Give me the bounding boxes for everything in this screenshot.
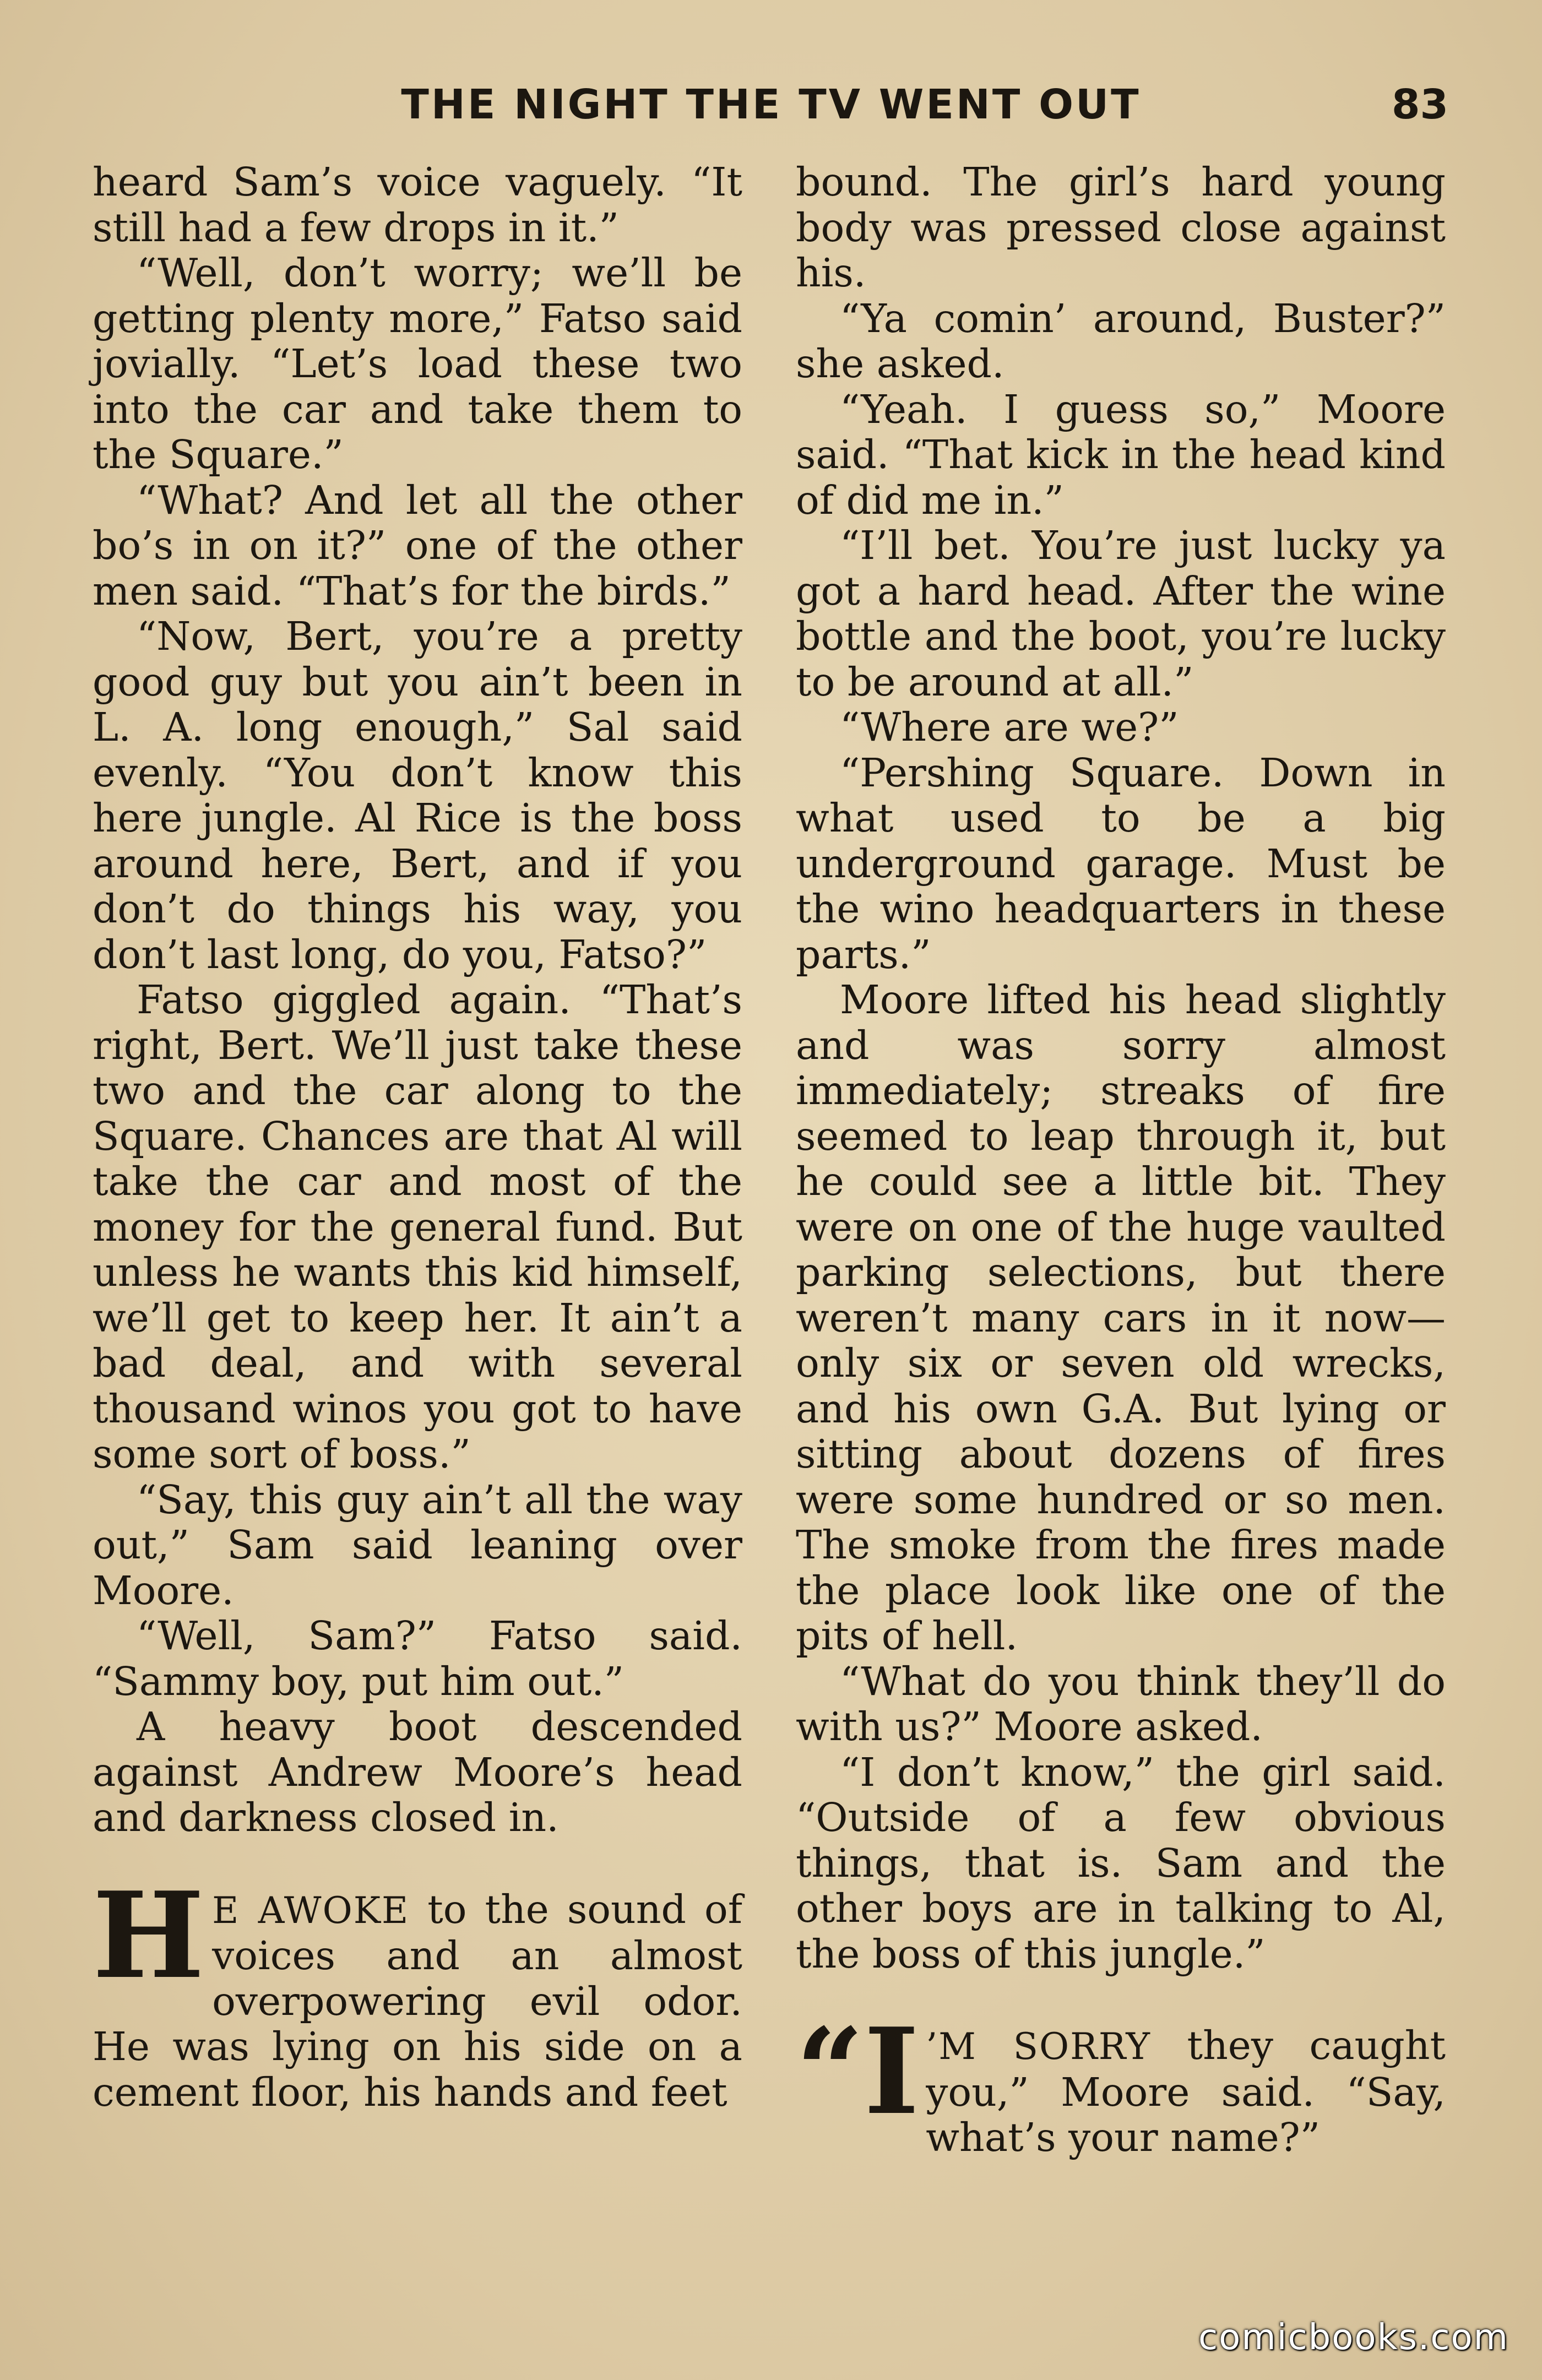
page-number: 83 <box>1392 81 1448 128</box>
paragraph: “Now, Bert, you’re a pretty good guy but you ain’t been in L. A. long enough,” Sal said evenly. “You don’t know this here jungle. Al Rice is the boss around here, Bert, and if you don’t do things his way, you don’t last long, do you, Fatso?” <box>93 613 742 977</box>
paragraph: A heavy boot descended against Andrew Moore’s head and darkness closed in. <box>93 1704 742 1840</box>
section-opening-text: they caught you,” Moore said. “Say, what’s your name?” <box>926 2023 1446 2160</box>
paragraph: bound. The girl’s hard young body was pressed close against his. <box>796 159 1446 296</box>
paragraph: “Well, don’t worry; we’ll be getting plenty more,” Fatso said jovially. “Let’s load these two into the car and take them to the Square.” <box>93 250 742 477</box>
section-opening-paragraph <box>796 2002 1446 2161</box>
running-title: THE NIGHT THE TV WENT OUT <box>401 81 1141 128</box>
paragraph: Fatso giggled again. “That’s right, Bert. We’ll just take these two and the car along to the Square. Chances are that Al will take the car and most of the money for the general fund. But unless he wants this kid himself, we’ll get to keep her. It ain’t a bad deal, and with several thousand winos you got to have some sort of boss.” <box>93 977 742 1477</box>
section-lead-in: ’M SORRY <box>926 2025 1152 2068</box>
section-opening-text: to the sound of voices and an almost overpowering evil odor. He was lying on his side on a cement floor, his hands and feet <box>93 1886 742 2115</box>
drop-cap: H <box>93 1865 205 2005</box>
paragraph: “Say, this guy ain’t all the way out,” Sam said leaning over Moore. <box>93 1476 742 1613</box>
section-lead-in: E AWOKE <box>212 1889 410 1932</box>
paragraph: “Ya comin’ around, Buster?” she asked. <box>796 295 1446 387</box>
paragraph: “Well, Sam?” Fatso said. “Sammy boy, put him out.” <box>93 1613 742 1704</box>
section-opening-paragraph <box>93 1865 742 2116</box>
page-header <box>94 77 1448 143</box>
paragraph: “I’ll bet. You’re just lucky ya got a hard head. After the wine bottle and the boot, you’re lucky to be around at all.” <box>796 523 1446 705</box>
paragraph: “What? And let all the other bo’s in on it?” one of the other men said. “That’s for the birds.” <box>93 477 742 614</box>
paragraph: “Yeah. I guess so,” Moore said. “That kick in the head kind of did me in.” <box>796 386 1446 523</box>
text-column-right <box>796 160 1446 2161</box>
paragraph: “What do you think they’ll do with us?” Moore asked. <box>796 1658 1446 1749</box>
paragraph: heard Sam’s voice vaguely. “It still had a few drops in it.” <box>93 159 742 251</box>
paragraph: “I don’t know,” the girl said. “Outside of a few obvious things, that is. Sam and the other boys are in talking to Al, the boss of this jungle.” <box>796 1749 1446 1977</box>
paragraph: Moore lifted his head slightly and was sorry almost immediately; streaks of fire seemed to leap through it, but he could see a little bit. They were on one of the huge vaulted parking selections, but there weren’t many cars in it now—only six or seven old wrecks, and his own G.A. But lying or sitting about dozens of fires were some hundred or so men. The smoke from the fires made the place look like one of the pits of hell. <box>796 977 1446 1659</box>
site-watermark: comicbooks.com <box>1198 2317 1509 2358</box>
text-column-left <box>93 160 742 2115</box>
paragraph: “Where are we?” <box>840 704 1179 750</box>
drop-cap: “I <box>796 2002 920 2141</box>
paragraph: “Pershing Square. Down in what used to be a big underground garage. Must be the wino headquarters in these parts.” <box>796 749 1446 977</box>
